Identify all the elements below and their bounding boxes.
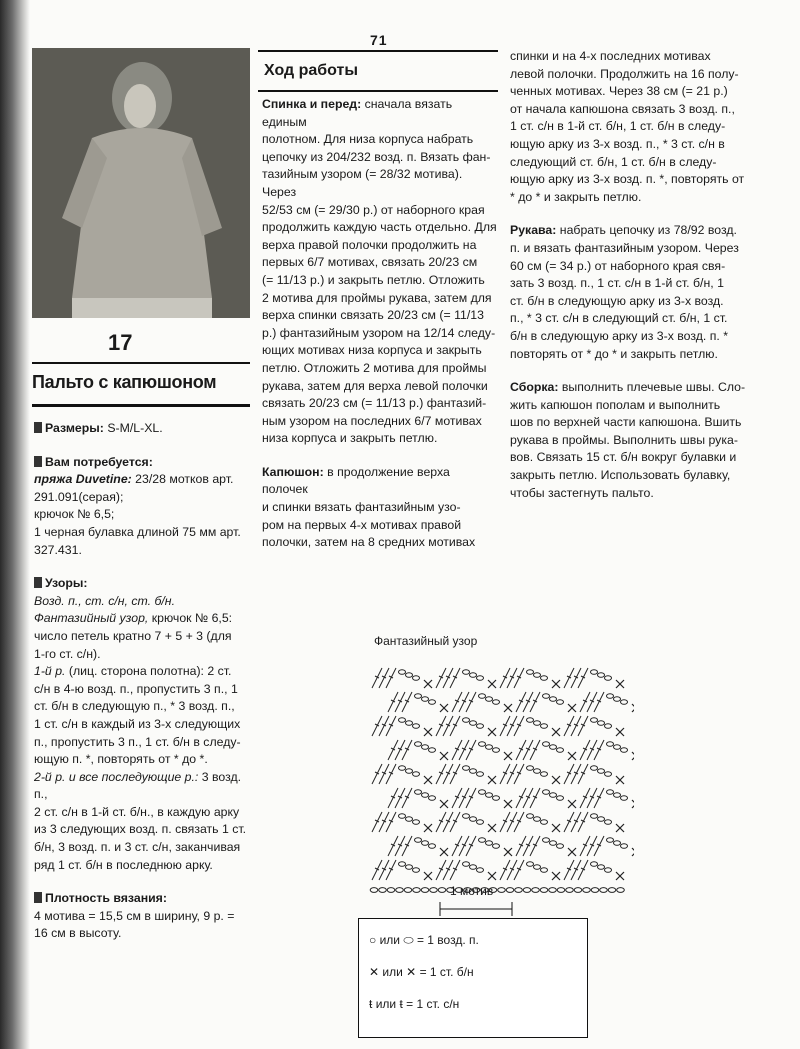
right-column: спинки и на 4-х последних мотивах левой полочки. Продолжить на 16 полу- ченных мотивах. Через 38 см (= 21 р.) от начала капюшона связать 3 возд. п., 1 ст. с/н в 1-й ст. б/н, 1 ст. б/н в следу- ющую арку из 3-х возд. п., * 3 ст. с/н в следующий ст. б/н, 1 ст. б/н в следу- ющую арку из 3-х возд. п. *, повторять от * до * и закрыть петлю. Рукава: набрать цепочку из 78/92 возд. п. и вязать фантазийным узором. Через 60 см (= 34 р.) от наборного края свя- зать 3 возд. п., 1 ст. с/н в 1-й ст. б/н, 1 ст. б/н в следующую арку из 3-х возд. п., * 3 ст. с/н в следующий ст. б/н, 1 ст. б/н в следующую арку из 3-х возд. п. * повторять от * до * и закрыть петлю. Сборка: выполнить плечевые швы. Сло- жить капюшон пополам и выполнить шов по верхней части капюшона. Вшить рукава в проймы. Выполнить швы рука- вов. Связать 15 ст. б/н вокруг булавки и закрыть петлю. Использовать булавку, чтобы застегнуть пальто. [510, 48, 746, 502]
dc-symbol-icon: ŧ [369, 997, 373, 1011]
motif-marker [436, 902, 516, 916]
bullet-icon [34, 577, 42, 588]
dc-symbol-alt-icon: ŧ [399, 997, 403, 1011]
page-number: 71 [370, 32, 388, 48]
title-rule-top [32, 362, 250, 364]
patterns-section: Узоры: Возд. п., ст. с/н, ст. б/н. Фантазийный узор, крючок № 6,5: число петель кратно 7 + 5 + 3 (для 1-го ст. с/н). 1-й р. (лиц. сторона полотна): 2 ст. с/н в 4-ю возд. п., пропустить 3 п., 1 ст. б/н в следующую п., * 3 возд. п., 1 ст. с/н в каждый из 3-х следующих п., пропустить 3 п., 1 ст. б/н в следу- ющую п. *, повторять от * до *. 2-й р. и все последующие р.: 3 возд. п., 2 ст. с/н в 1-й ст. б/н., в каждую арку из 3 следующих возд. п. связать 1 ст. б/н, 3 возд. п. и 3 ст. с/н, заканчивая ряд 1 ст. б/н в последнюю арку. [34, 576, 247, 872]
materials-section: Вам потребуется: пряжа Duvetine: 23/28 мотков арт. 291.091(серая); крючок № 6,5; 1 черная булавка длиной 75 мм арт. 327.431. [34, 454, 241, 557]
chart-title: Фантазийный узор [374, 634, 478, 648]
instructions-heading: Ход работы [264, 62, 359, 79]
motif-label: 1 мотив [450, 884, 494, 898]
hood-section: Капюшон: в продолжение верха полочек и спинки вязать фантазийным узо- ром на первых 4-х мотивах правой полочки, затем на 8 средних мотивах [262, 464, 476, 550]
bullet-icon [34, 456, 42, 467]
legend-row-sc: ✕ или ✕ = 1 ст. б/н [369, 965, 474, 979]
legend-row-dc: ŧ или ŧ = 1 ст. с/н [369, 997, 460, 1011]
pattern-number: 17 [108, 330, 133, 355]
pattern-title: Пальто с капюшоном [32, 372, 217, 392]
sizes: Размеры: S-M/L-XL. [34, 420, 250, 438]
middle-column: Спинка и перед: сначала вязать единым полотном. Для низа корпуса набрать цепочку из 204/232 возд. п. Вязать фан- тазийным узором (= 28/32 мотива). Через 52/53 см (= 29/30 р.) от наборного края продолжить каждую часть отдельно. Для верха правой полочки продолжить на первых 6/7 мотивах, связать 20/23 см (= 11/13 р.) и закрыть петлю. Отложить 2 мотива для проймы рукава, затем для верха спинки связать 20/23 см (= 11/13 р.) фантазийным узором на 12/14 следу- ющих мотивах низа корпуса и закрыть петлю. Отложить 2 мотива для проймы рукава, затем для верха левой полочки связать 20/23 см (= 11/13 р.) фантазий- ным узором на последних 6/7 мотивах низа корпуса и закрыть петлю. Капюшон: в продолжение верха полочек и спинки вязать фантазийным узо- ром на первых 4-х мотивах правой полочки, затем на 8 средних мотивах [262, 96, 498, 552]
sc-symbol-icon: ✕ [369, 965, 380, 979]
legend-row-chain: ○ или ⬭ = 1 возд. п. [369, 933, 479, 947]
density-section: Плотность вязания: 4 мотива = 15,5 см в ширину, 9 р. = 16 см в высоту. [34, 891, 235, 941]
book-binding-shadow [0, 0, 30, 1049]
left-column [34, 420, 250, 943]
chain-symbol-alt-icon: ⬭ [403, 933, 414, 947]
bullet-icon [34, 422, 42, 433]
coat-photo [32, 48, 250, 318]
crochet-chart-diagram [364, 652, 634, 902]
sc-symbol-alt-icon: ✕ [406, 965, 417, 979]
assembly-section: Сборка: выполнить плечевые швы. Сло- жить капюшон пополам и выполнить шов по верхней части капюшона. Вшить рукава в проймы. Выполнить швы рука- вов. Связать 15 ст. б/н вокруг булавки и закрыть петлю. Использовать булавку, чтобы застегнуть пальто. [510, 380, 746, 500]
chart-legend [358, 918, 588, 1038]
instructions-heading-bar [258, 50, 498, 92]
chain-symbol-icon: ○ [369, 933, 377, 947]
crochet-chart [364, 652, 634, 907]
title-rule-bottom [32, 404, 250, 407]
bullet-icon [34, 892, 42, 903]
sleeves-section: Рукава: набрать цепочку из 78/92 возд. п. и вязать фантазийным узором. Через 60 см (= 34 р.) от наборного края свя- зать 3 возд. п., 1 ст. с/н в 1-й ст. б/н, 1 ст. б/н в следующую арку из 3-х возд. п., * 3 ст. с/н в следующий ст. б/н, 1 ст. б/н в следующую арку из 3-х возд. п. * повторять от * до * и закрыть петлю. [510, 223, 739, 361]
